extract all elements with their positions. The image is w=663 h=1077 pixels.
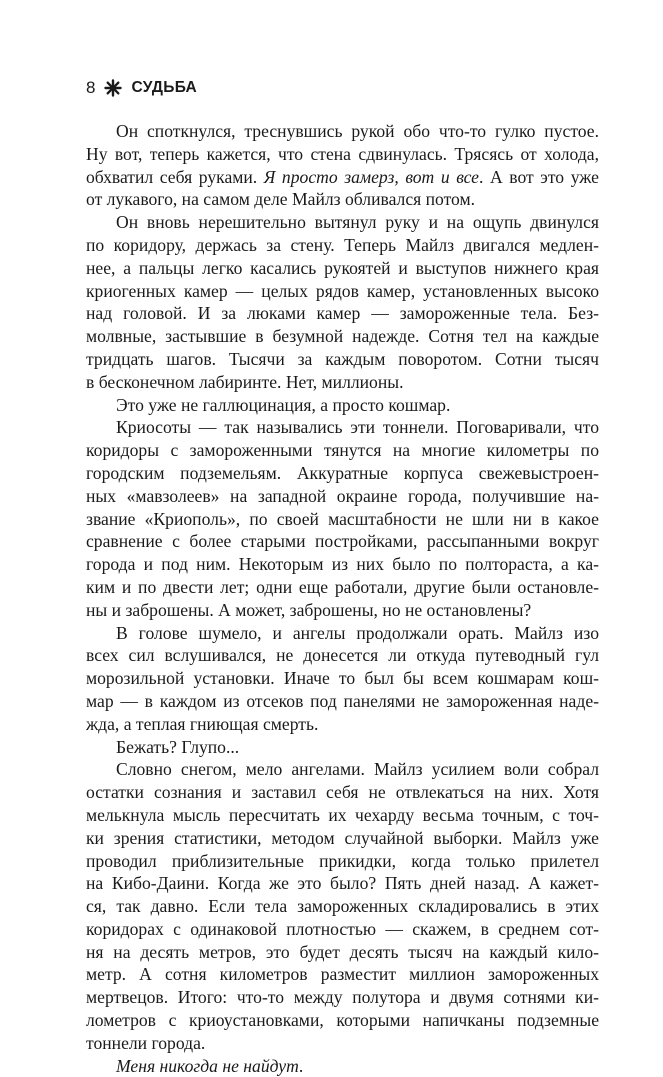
text-line: проводил приблизительные прикидки, когда только прилетел [86,850,599,871]
text-line [86,166,599,189]
page-number: 8 [86,78,96,97]
text-line: Словно снегом, мело ангелами. Майлз усилием воли собрал [116,759,599,780]
text-line: мар — в каждом из отсеков под панелями не замороженная наде- [86,690,599,711]
running-header [86,76,197,100]
asterisk-star-icon [104,79,122,97]
text-line: коридоры с замороженными тянутся на многие километры по [86,440,599,461]
text-line: мелькнула мысль пересчитать их чехарду весьма точным, с точ- [86,804,599,825]
text-line: лометров с криоустановками, которыми напичканы подземные [86,1010,599,1031]
text-line: ня на десять метров, это будет десять тысяч на каждый кило- [86,941,599,962]
paragraph [86,1055,599,1077]
text-line: Это уже не галлюцинация, а просто кошмар. [116,394,451,415]
paragraph [86,622,599,736]
text-line: нее, а пальцы легко касались рукоятей и выступов нижнего края [86,257,599,278]
text-line: В голове шумело, и ангелы продолжали орать. Майлз изо [116,622,599,643]
text-line: Он вновь нерешительно вытянул руку и на ощупь двинулся [116,212,599,233]
text-line: ных «мавзолеев» на западной окраине города, получившие на- [86,485,599,506]
text-line: на Кибо-Даини. Когда же это было? Пять дней назад. А кажет- [86,873,599,894]
paragraph [86,394,599,417]
text-line: мертвецов. Итого: что-то между полутора и двумя сотнями ки- [86,987,599,1008]
text-line: по коридору, держась за стену. Теперь Майлз двигался медлен- [86,234,599,255]
italic-text: Меня никогда не найдут [116,1055,299,1076]
text-line: криогенных камер — целых рядов камер, установленных высоко [86,280,599,301]
text-line: тридцать шагов. Тысячи за каждым поворотом. Сотни тысяч [86,348,599,369]
text-line [86,1055,599,1077]
text-segment: обхватил себя руками. [86,166,264,187]
paragraph [86,211,599,393]
text-line: ки зрения статистики, методом случайной выборки. Майлз уже [86,827,599,848]
text-line: города и под ним. Некоторым из них было по полтораста, а ка- [86,554,599,575]
text-line: Он споткнулся, треснувшись рукой обо что-то гулко пустое. [116,121,599,141]
paragraph [86,120,599,211]
text-line: остатки сознания и заставил себя не отвлекаться на них. Хотя [86,782,599,803]
paragraph [86,758,599,1054]
text-line: Криосоты — так назывались эти тоннели. Поговаривали, что [116,417,599,438]
running-title: СУДЬБА [131,79,198,96]
text-line: ся, так давно. Если тела замороженных складировались в этих [86,896,599,917]
paragraph [86,736,599,759]
text-line: молвные, застывшие в безумной надежде. Сотня тел на каждые [86,326,599,347]
text-line: сравнение с более старыми постройками, рассыпанными вокруг [86,531,599,552]
text-line: тоннели города. [86,1032,206,1053]
text-line: над головой. И за люками камер — замороженные тела. Без- [86,303,599,324]
text-line: городским подземельям. Аккуратные корпуса свежевыстроен- [86,462,599,483]
body-text [86,120,599,1077]
text-line: коридорах с одинаковой плотностью — скажем, в среднем сот- [86,918,599,939]
paragraph [86,416,599,621]
text-line: Ну вот, теперь кажется, что стена сдвинулась. Трясясь от холода, [86,143,599,164]
text-line: ким и по двести лет; одни еще работали, другие были остановле- [86,576,599,597]
text-line: звание «Криополь», по своей масштабности не шли ни в какое [86,508,599,529]
text-segment: . А вот это уже [479,166,599,187]
text-line: всех сил вслушивался, не донесется ли откуда путеводный гул [86,645,599,666]
text-line: в бесконечном лабиринте. Нет, миллионы. [86,371,404,392]
italic-text: Я просто замерз, вот и все [263,166,479,187]
text-line: морозильной установки. Иначе то был бы всем кошмарам кош- [86,668,599,689]
text-segment: . [298,1055,304,1076]
text-line: Бежать? Глупо... [116,736,240,757]
text-line: метр. А сотня километров разместит миллион замороженных [86,964,599,985]
text-line: жда, а теплая гниющая смерть. [86,713,319,734]
text-line: ны и заброшены. А может, заброшены, но не остановлены? [86,599,532,620]
text-line: от лукавого, на самом деле Майлз обливался потом. [86,189,476,210]
